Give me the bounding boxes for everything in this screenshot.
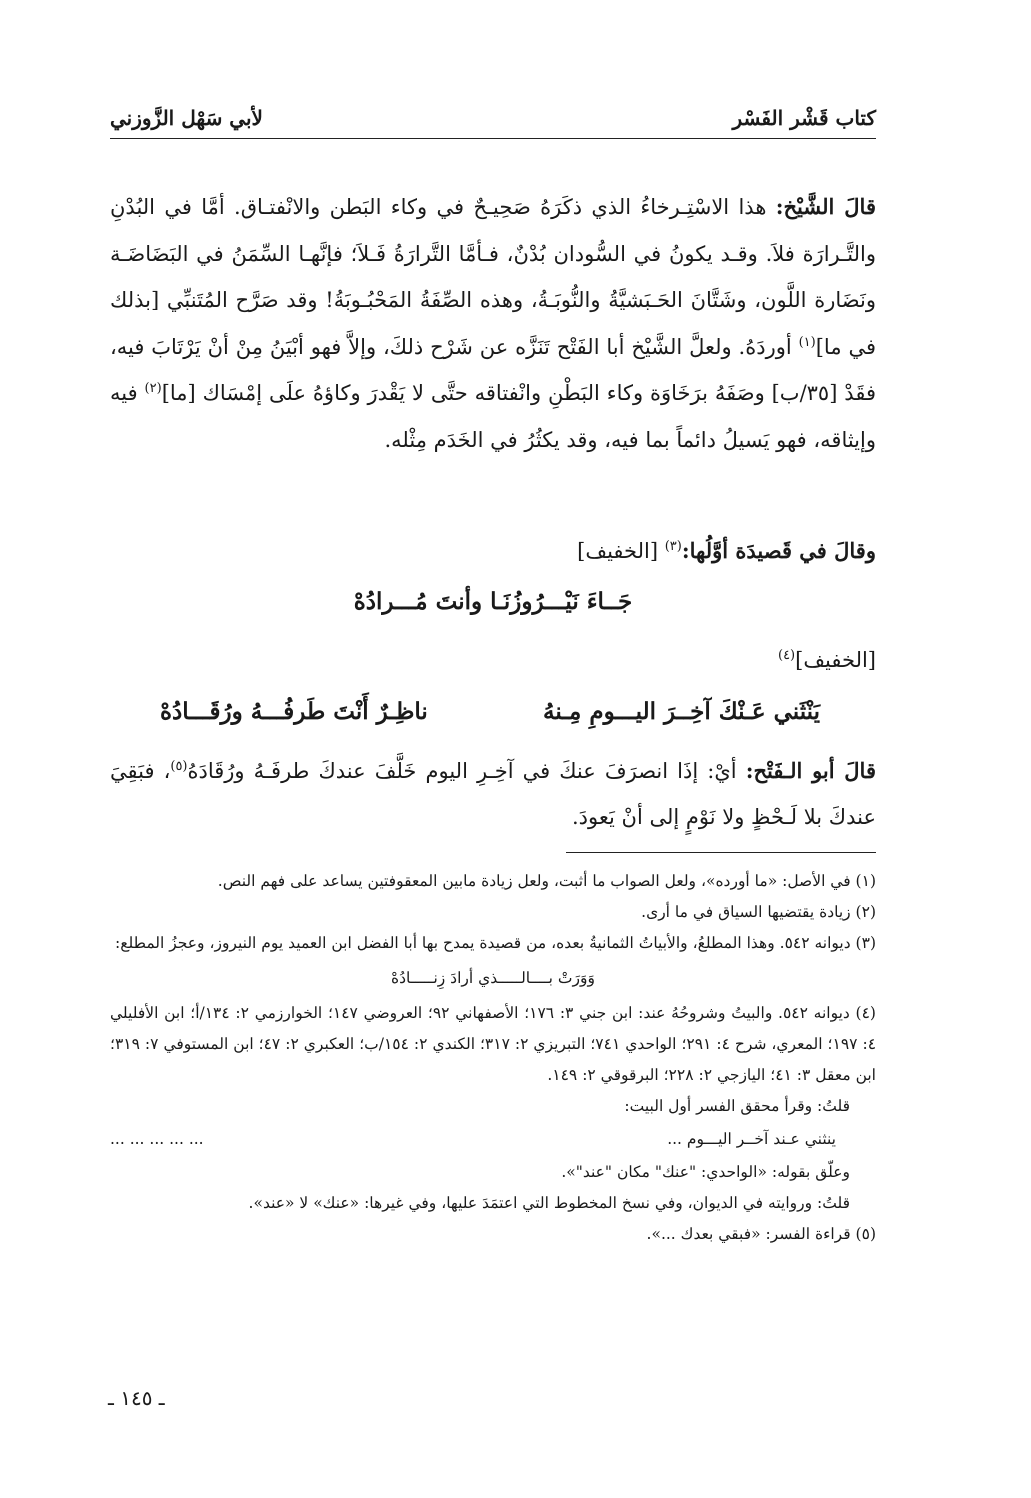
footnote-ref-2: (٢) (144, 381, 162, 396)
meter-label-1: [الخفيف] (577, 539, 665, 563)
author-name: لأبي سَهْل الزَّوزني (110, 106, 263, 130)
poem-intro (110, 538, 876, 563)
verse-couplet (160, 698, 820, 725)
footnote-3: (٣) ديوانه ٥٤٢. وهذا المطلعُ، والأبياتُ الثمانيةُ بعده، من قصيدة يمدح بها أبا الفضل ابن العميد يوم النيروز، وعجزُ المطلع: (115, 934, 876, 952)
footnote-4-verse-text: ينثني عـند آخــر اليـــوم ... (667, 1130, 836, 1148)
footnote-4-remark-2: قلتُ: وروايته في الديوان، وفي نسخ المخطوط التي اعتمَدَ عليها، وفي غيرها: «عنك» لا «عند». (248, 1194, 850, 1212)
commentary-text-a: أيْ: إذَا انصرَفَ عنكَ في آخِـرِ اليوم خَلَّفَ عندكَ طرفَـهُ ورُقَادَهُ (187, 759, 746, 783)
footnotes-section (110, 866, 876, 1250)
paragraph-text-c: فيه وإيثاقه، فهو يَسيلُ دائماً بما فيه، وقد يكثُرُ في الخَدَم مِثْله. (110, 381, 876, 452)
footnote-1: (١) في الأصل: «ما أورده»، ولعل الصواب ما أثبت، ولعل زيادة مابين المعقوفتين يساعد على فهم النص. (217, 872, 876, 890)
hemistich-right: يَنْثَني عَـنْكَ آخِــرَ اليـــومِ مِـنهُ (543, 698, 820, 725)
opening-verse: جَــاءَ نَيْـــرُوزُنَـا وأنتَ مُـــرادُهْ (353, 588, 633, 615)
page-number: ـ ١٤٥ ـ (108, 1386, 165, 1410)
footnote-ref-5: (٥) (170, 759, 188, 774)
header-rule (110, 138, 876, 139)
speaker-label: قالَ الشَّيْخ: (775, 194, 876, 219)
running-header (110, 96, 876, 130)
paragraph-text-a: هذا الاسْتِـرخاءُ الذي ذكَرَهُ صَحِيـحٌ في وكاء البَطن والانْفتـاق. أمَّا في البُدْنِ والتَّـرارَة فلاَ. وقـد يكونُ في السُّودان بُدْنٌ، فـأمَّا التَّرارَةُ فَـلاَ؛ فإنَّهـا السِّمَنُ في البَضَاضَـة ونَضَارة اللَّون، وشَتَّانَ الحَـبَشيَّةُ والنُّوبَـةُ، وهذه الصِّفَةُ المَحْبُـوبَةُ! وقد صَرَّح المُتَنبِّي [بذلك في ما] (110, 195, 876, 359)
footnote-3-verse: وَوَرَتْ بــــالـــــذي أرادَ زِنـــــادُهْ (391, 969, 595, 987)
footnote-2: (٢) زيادة يقتضيها السياق في ما أرى. (641, 903, 876, 921)
footnote-rule (566, 852, 876, 853)
footnote-4-note: وعلّق بقوله: «الواحدي: "عنك" مكان "عند"». (561, 1163, 850, 1181)
meter-label-2: [الخفيف] (795, 648, 876, 672)
commentary-speaker: قالَ أبو الـفَتْح: (745, 758, 876, 783)
meter-line-2 (110, 648, 876, 672)
footnote-ref-1: (١) (798, 334, 816, 350)
paragraph-text-b: أوردَهُ. ولعلَّ الشَّيْخ أبا الفَتْح تَنَزَّه عن شَرْح ذلكَ، وإلاَّ فهو أبْيَنُ مِنْ أنْ يَرْتَابَ فيه، فقَدْ [٣٥/ب] وصَفَهُ برَخَاوَة وكاء البَطْنِ وانْفتاقه حتَّى لا يَقْدرَ وكاؤهُ علَى إمْسَاك [ما] (110, 334, 876, 405)
main-paragraph (110, 184, 876, 463)
hemistich-left: ناظِـرٌ أَنْتَ طَرفُـــهُ ورُقَـــادُهْ (160, 698, 428, 725)
footnote-4-remark: قلتُ: وقرأ محقق الفسر أول البيت: (624, 1097, 850, 1115)
footnote-4-verse-ellipsis: ... ... ... ... ... (110, 1130, 204, 1148)
footnote-4-verse (110, 1124, 876, 1155)
commentary-paragraph (110, 748, 876, 840)
poem-intro-text: وقالَ في قَصيدَة أوَّلُها: (681, 538, 876, 563)
footnote-ref-3: (٣) (664, 539, 682, 554)
footnote-5: (٥) قراءة الفسر: «فبقي بعدك ...». (646, 1225, 876, 1243)
commentary-text-b: ، فبَقِيَ عندكَ بلا لَـحْظٍ ولا نَوْمٍ إلى أنْ يَعودَ. (110, 759, 876, 829)
footnote-ref-4: (٤) (777, 648, 796, 663)
footnote-4: (٤) ديوانه ٥٤٢. والبيتُ وشروحُهُ عند: ابن جني ٣: ١٧٦؛ الأصفهاني ٩٢؛ العروضي ١٤٧؛ الخوارزمي ٢: ١٣٤/أ؛ ابن الأفليلي ٤: ١٩٧؛ المعري، شرح ٤: ٢٩١؛ الواحدي ٧٤١؛ التبريزي ٢: ٣١٧؛ الكندي ٢: ١٥٤/ب؛ العكبري ٢: ٤٧؛ ابن المستوفي ٧: ٣١٩؛ ابن معقل ٣: ٤١؛ اليازجي ٢: ٢٢٨؛ البرقوقي ٢: ١٤٩. (110, 1004, 877, 1084)
book-title: كتاب قَشْر الفَسْر (732, 106, 876, 130)
